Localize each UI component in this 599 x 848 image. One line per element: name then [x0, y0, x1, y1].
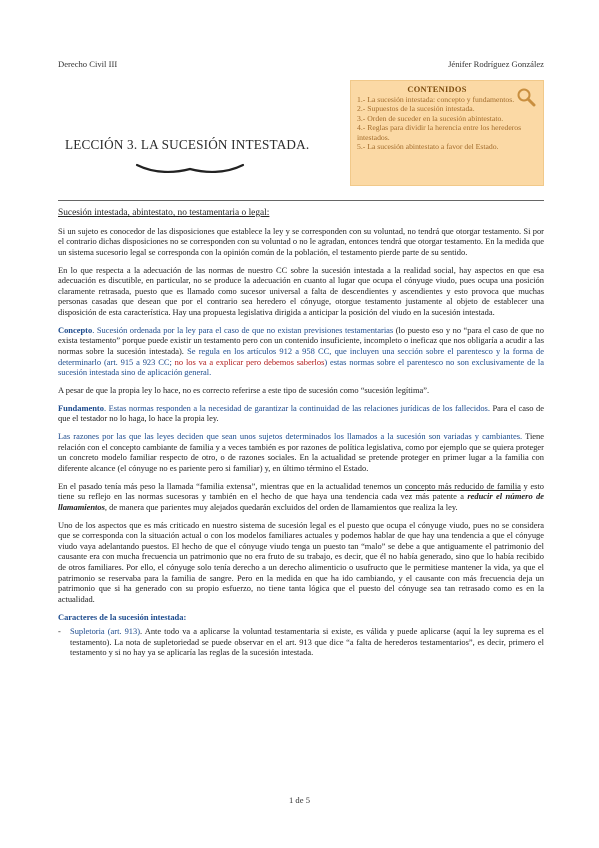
fundament-label: Fundamento — [58, 402, 104, 413]
concept-note: (lo puesto eso y no “para el caso de que no exista testamento” porque puede existir un testamento pero con un contenido insuficiente, incompleto o ineficaz que nos obligaría a acudir a las normas sobre la sucesión intestada). — [58, 324, 544, 356]
contents-heading: CONTENIDOS — [407, 85, 467, 94]
header-course: Derecho Civil III — [58, 59, 118, 69]
magnifier-icon — [516, 87, 536, 107]
header-author: Jénifer Rodríguez González — [448, 59, 544, 69]
contents-box — [350, 80, 544, 186]
section-divider — [58, 200, 544, 201]
fundament-note: Para el caso de que el testador no lo haga, lo hace la propia ley. — [58, 402, 544, 424]
paragraph-reasons — [58, 431, 544, 473]
contents-item: 2.- Supuestos de la sucesión intestada. — [357, 104, 475, 114]
contents-item: 4.- Reglas para dividir la herencia entre los herederos intestados. — [357, 123, 522, 142]
list-bullet: - — [58, 626, 61, 637]
list-item-text — [70, 626, 544, 658]
fundament-text: . Estas normas responden a la necesidad de garantizar la continuidad de las relaciones jurídicas de los fallecidos. — [103, 402, 490, 413]
contents-item: 1.- La sucesión intestada: concepto y fundamentos. — [357, 95, 515, 104]
document-body — [58, 208, 544, 658]
concept-remark: no los va a explicar pero debemos saberlos — [174, 356, 325, 367]
concept-label: Concepto — [58, 324, 93, 335]
paragraph: En lo que respecta a la adecuación de las normas de nuestro CC sobre la sucesión intestada a la realidad social, hay aspectos en que esa adecuación es discutible, en particular, no se produce la adecuación en cuanto al lugar que ocupa el cónyuge viudo, pues ocupa una posición claramente retrasada, puesto que es llamado como sucesor universal a falta de descendientes y ascendientes y esto provoca que muchas personas casadas que desean que por el contrario sea heredero el cónyuge, otorgue testamento justamente al objeto de establecer una disposición de esta característica. Hay una propuesta legislativa dirigida a anticipar la posición del viudo en la sucesión intestada. — [58, 264, 544, 317]
list-item — [58, 626, 544, 658]
characteristic-text: . Ante todo va a aplicarse la voluntad testamentaria si existe, es válida y puede aplicarse (aquí la ley suprema es el testamento). La nota de supletoriedad se puede observar en el art. 913 que dice “a falta de herederos testamentarios”, es decir, primero el testamento y si no hay ya se aplicaría las reglas de la sucesión intestada. — [70, 626, 545, 658]
family-text: En el pasado tenía más peso la llamada “familia extensa”, mientras que en la actualidad tenemos un — [58, 480, 406, 491]
section-heading: Sucesión intestada, abintestato, no testamentaria o legal: — [58, 208, 270, 218]
paragraph: Uno de los aspectos que es más criticado en nuestro sistema de sucesión legal es el puesto que ocupa el cónyuge viudo, pues no se considera que se corresponda con la situación actual o con los modelos familiares actuales y podemos hablar de que hay una tendencia a que el cónyuge viudo vaya adelantando puestos. El hecho de que el cónyuge viudo tenga un puesto tan “malo” se debe a que antiguamente el patrimonio del causante era con mucha frecuencia un patrimonio que no era fruto de su trabajo, es decir, que él no había generado, sino que lo había recibido de otros familiares. Por ello, el cónyuge solo tenía derecho a un derecho alimenticio o usufructo que le permitiese mantener la vida, ya que el patrimonio se reservaba para la familia de sangre. Pero en la medida en que ha ido cambiando, y el causante con más frecuencia deja un patrimonio que si ha generado con su propio esfuerzo, no tiene tanta lógica que el puesto del cónyuge sea tan retrasado como es en la actualidad. — [58, 519, 544, 604]
contents-item: 3.- Orden de suceder en la sucesión abintestato. — [357, 113, 504, 123]
characteristic-label: Supletoria (art. 913) — [70, 626, 141, 637]
concept-regulation: Se regula en los artículos 912 a 958 CC, que incluyen una sección sobre el parentesco y la forma de determinarlo (art. 915 a 923 CC; — [58, 345, 544, 367]
paragraph-family — [58, 481, 544, 513]
paragraph: Si un sujeto es conocedor de las disposiciones que establece la ley y se corresponden con su voluntad, no tendrá que otorgar testamento. Si por el contrario dichas disposiciones no se corresponden con su voluntad o no le agradan, entonces tendrá que otorgar testamento. En la medida que un sistema sucesorio legal se corresponda con la opinión común de la población, el testamento pierde parte de su sentido. — [58, 225, 544, 257]
family-underlined: concepto más reducido de familia — [405, 480, 521, 491]
reasons-text: Tiene relación con el concepto cambiante de familia y a veces también es por razones de política legislativa, como por ejemplo que se quiera proteger un concreto modelo familiar respecto de otro, o de razones sociales. En la actualidad se pretende proteger en primer lugar a la familia con diferente alcance (el cónyuge no es pariente pero si familiar) y, en último término el Estado. — [58, 431, 544, 473]
title-swash-ornament — [135, 160, 245, 174]
contents-item: 5.- La sucesión abintestato a favor del Estado. — [357, 142, 499, 152]
paragraph-fundament — [58, 403, 544, 424]
family-text: y esto tiene su reflejo en las normas sucesoras y también en el hecho de que haya una tendencia cada vez más patente a — [58, 480, 544, 502]
characteristics-heading: Caracteres de la sucesión intestada: — [58, 611, 187, 622]
paragraph: A pesar de que la propia ley lo hace, no es correcto referirse a este tipo de sucesión como “sucesión legítima”. — [58, 384, 430, 395]
paragraph-concept — [58, 325, 544, 378]
concept-regulation-end: ) estas normas sobre el parentesco no son exclusivamente de la sucesión intestada sino de aplicación general. — [58, 356, 544, 378]
lesson-title: LECCIÓN 3. LA SUCESIÓN INTESTADA. — [65, 137, 310, 152]
page-number: 1 de 5 — [288, 795, 310, 805]
family-emphasis: reducir el número de llamamientos — [58, 491, 544, 512]
family-text: , de manera que parientes muy alejados quedarán excluidos del orden de llamamientos que realiza la ley. — [104, 501, 458, 512]
reasons-lead: Las razones por las que las leyes deciden que sean unos sujetos determinados los llamados a la sucesión son variadas y cambiantes. — [58, 431, 523, 442]
concept-definition: . Sucesión ordenada por la ley para el caso de que no existan previsiones testamentarias — [92, 324, 394, 335]
